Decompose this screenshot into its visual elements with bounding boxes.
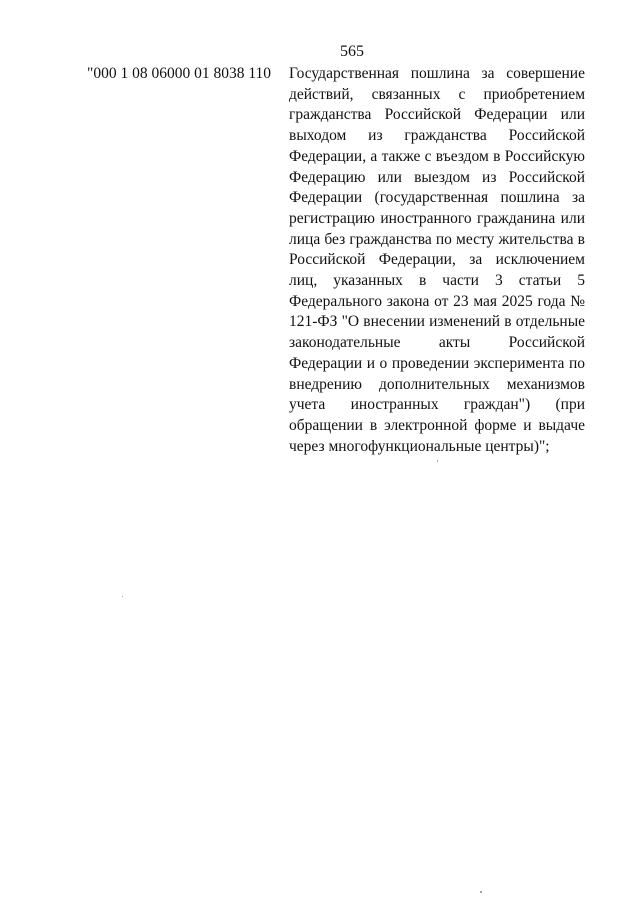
scan-speck	[122, 596, 123, 597]
page-number: 565	[340, 43, 364, 60]
scan-speck	[480, 891, 482, 893]
budget-classification-code: "000 1 08 06000 01 8038 110	[87, 65, 272, 82]
fee-description: Государственная пошлина за совершение действий, связанных с приобретением гражданства Российской Федерации или выходом из гражданства Российской Федерации, а также с въездом в Российскую Федерацию или выездом из Российской Федерации (государственная пошлина за регистрацию иностранного гражданина или лица без гражданства по месту жительства в Российской Федерации, за исключением лиц, указанных в части 3 статьи 5 Федерального закона от 23 мая 2025 года № 121-ФЗ "О внесении изменений в отдельные законодательные акты Российской Федерации и о проведении эксперимента по внедрению дополнительных механизмов учета иностранных граждан") (при обращении в электронной форме и выдаче через многофункциональные центры)";	[289, 65, 585, 455]
scan-speck	[437, 460, 438, 462]
